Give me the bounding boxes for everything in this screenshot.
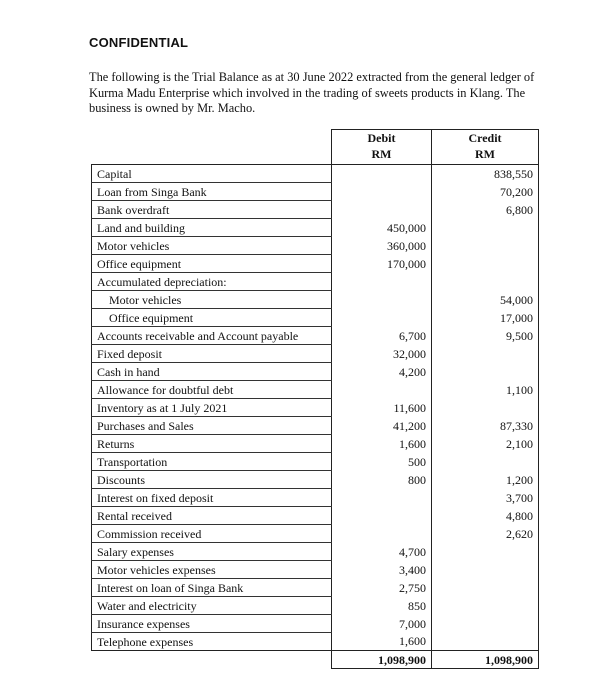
debit-amount xyxy=(332,201,432,219)
table-header-row xyxy=(92,130,539,147)
table-row xyxy=(92,309,539,327)
credit-amount xyxy=(432,345,539,363)
credit-amount: 6,800 xyxy=(432,201,539,219)
debit-amount xyxy=(332,273,432,291)
credit-amount xyxy=(432,363,539,381)
account-name: Discounts xyxy=(92,471,332,489)
debit-amount xyxy=(332,381,432,399)
table-row xyxy=(92,237,539,255)
debit-amount xyxy=(332,165,432,183)
account-name: Office equipment xyxy=(92,309,332,327)
debit-unit: RM xyxy=(332,146,432,165)
table-row xyxy=(92,219,539,237)
debit-amount: 170,000 xyxy=(332,255,432,273)
account-name: Interest on fixed deposit xyxy=(92,489,332,507)
debit-amount: 850 xyxy=(332,597,432,615)
debit-amount: 1,600 xyxy=(332,435,432,453)
account-name: Telephone expenses xyxy=(92,633,332,651)
credit-amount xyxy=(432,255,539,273)
credit-amount xyxy=(432,633,539,651)
debit-amount xyxy=(332,309,432,327)
account-name: Motor vehicles xyxy=(92,291,332,309)
table-row xyxy=(92,471,539,489)
credit-amount xyxy=(432,399,539,417)
debit-amount: 32,000 xyxy=(332,345,432,363)
table-row xyxy=(92,597,539,615)
account-name: Water and electricity xyxy=(92,597,332,615)
debit-amount: 4,200 xyxy=(332,363,432,381)
table-row xyxy=(92,507,539,525)
table-row xyxy=(92,579,539,597)
debit-amount: 500 xyxy=(332,453,432,471)
credit-amount xyxy=(432,597,539,615)
totals-blank xyxy=(92,651,332,669)
credit-amount xyxy=(432,615,539,633)
credit-amount xyxy=(432,219,539,237)
debit-amount: 360,000 xyxy=(332,237,432,255)
account-name: Motor vehicles xyxy=(92,237,332,255)
credit-amount: 70,200 xyxy=(432,183,539,201)
account-name: Commission received xyxy=(92,525,332,543)
debit-amount: 800 xyxy=(332,471,432,489)
account-name: Inventory as at 1 July 2021 xyxy=(92,399,332,417)
header-blank xyxy=(92,130,332,147)
account-name: Loan from Singa Bank xyxy=(92,183,332,201)
totals-row xyxy=(92,651,539,669)
account-name: Salary expenses xyxy=(92,543,332,561)
credit-amount: 1,200 xyxy=(432,471,539,489)
account-name: Transportation xyxy=(92,453,332,471)
account-name: Bank overdraft xyxy=(92,201,332,219)
credit-amount: 17,000 xyxy=(432,309,539,327)
debit-amount xyxy=(332,489,432,507)
debit-amount: 11,600 xyxy=(332,399,432,417)
credit-amount: 3,700 xyxy=(432,489,539,507)
table-row xyxy=(92,615,539,633)
account-name: Allowance for doubtful debt xyxy=(92,381,332,399)
credit-amount: 54,000 xyxy=(432,291,539,309)
account-name: Interest on loan of Singa Bank xyxy=(92,579,332,597)
table-row xyxy=(92,543,539,561)
debit-amount xyxy=(332,525,432,543)
table-row xyxy=(92,345,539,363)
account-name: Accounts receivable and Account payable xyxy=(92,327,332,345)
credit-amount xyxy=(432,237,539,255)
debit-amount: 3,400 xyxy=(332,561,432,579)
table-row xyxy=(92,525,539,543)
table-row xyxy=(92,273,539,291)
account-name: Cash in hand xyxy=(92,363,332,381)
account-name: Motor vehicles expenses xyxy=(92,561,332,579)
credit-amount xyxy=(432,579,539,597)
credit-amount xyxy=(432,273,539,291)
debit-amount: 6,700 xyxy=(332,327,432,345)
debit-amount: 450,000 xyxy=(332,219,432,237)
credit-amount: 87,330 xyxy=(432,417,539,435)
intro-paragraph: The following is the Trial Balance as at 30 June 2022 extracted from the general ledger of Kurma Madu Enterprise which involved in the trading of sweets products in Klang. The business is owned by Mr. Macho. xyxy=(89,70,535,115)
table-row xyxy=(92,363,539,381)
account-name: Returns xyxy=(92,435,332,453)
debit-amount xyxy=(332,291,432,309)
debit-amount: 4,700 xyxy=(332,543,432,561)
credit-amount: 9,500 xyxy=(432,327,539,345)
account-name: Purchases and Sales xyxy=(92,417,332,435)
trial-balance-table xyxy=(91,129,539,669)
table-row xyxy=(92,327,539,345)
table-row xyxy=(92,381,539,399)
credit-amount: 838,550 xyxy=(432,165,539,183)
debit-total: 1,098,900 xyxy=(332,651,432,669)
account-name: Land and building xyxy=(92,219,332,237)
account-name: Rental received xyxy=(92,507,332,525)
credit-amount: 2,620 xyxy=(432,525,539,543)
table-body xyxy=(92,165,539,669)
document-heading: CONFIDENTIAL xyxy=(89,35,189,50)
credit-amount xyxy=(432,543,539,561)
table-row xyxy=(92,399,539,417)
debit-amount: 1,600 xyxy=(332,633,432,651)
account-name: Fixed deposit xyxy=(92,345,332,363)
credit-unit: RM xyxy=(432,146,539,165)
credit-header: Credit xyxy=(432,130,539,147)
credit-total: 1,098,900 xyxy=(432,651,539,669)
account-name: Insurance expenses xyxy=(92,615,332,633)
debit-amount xyxy=(332,183,432,201)
table-row xyxy=(92,201,539,219)
debit-header: Debit xyxy=(332,130,432,147)
table-row xyxy=(92,633,539,651)
header-blank xyxy=(92,146,332,165)
credit-amount xyxy=(432,561,539,579)
account-name: Capital xyxy=(92,165,332,183)
credit-amount xyxy=(432,453,539,471)
table-row xyxy=(92,165,539,183)
credit-amount: 1,100 xyxy=(432,381,539,399)
table-row xyxy=(92,435,539,453)
table-row xyxy=(92,183,539,201)
debit-amount: 41,200 xyxy=(332,417,432,435)
table-row xyxy=(92,417,539,435)
debit-amount: 2,750 xyxy=(332,579,432,597)
table-row xyxy=(92,291,539,309)
table-row xyxy=(92,255,539,273)
table-unit-row xyxy=(92,146,539,165)
debit-amount: 7,000 xyxy=(332,615,432,633)
table-row xyxy=(92,453,539,471)
table-row xyxy=(92,561,539,579)
table-row xyxy=(92,489,539,507)
credit-amount: 4,800 xyxy=(432,507,539,525)
debit-amount xyxy=(332,507,432,525)
account-name: Accumulated depreciation: xyxy=(92,273,332,291)
account-name: Office equipment xyxy=(92,255,332,273)
credit-amount: 2,100 xyxy=(432,435,539,453)
